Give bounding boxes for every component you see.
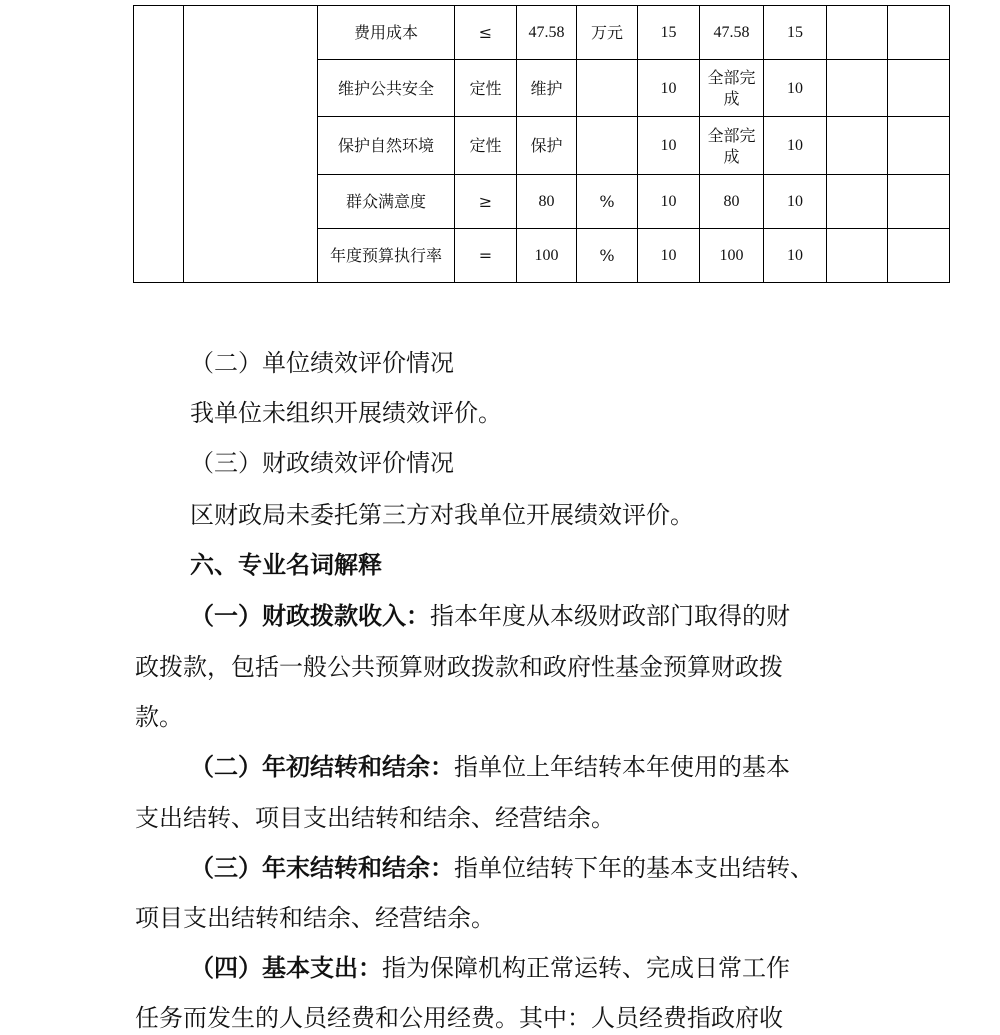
indicator-cell: 年度预算执行率 bbox=[318, 229, 455, 283]
weight-cell: 10 bbox=[638, 60, 700, 117]
target-cell: 维护 bbox=[517, 60, 577, 117]
unit-cell: % bbox=[577, 175, 638, 229]
term-label: （四）基本支出： bbox=[190, 953, 382, 982]
term-text: 指单位结转下年的基本支出结转、 bbox=[454, 854, 814, 882]
indicator-cell: 费用成本 bbox=[318, 6, 455, 60]
glossary-heading: 六、专业名词解释 bbox=[190, 550, 382, 579]
weight-cell: 10 bbox=[638, 117, 700, 175]
term-text: 指单位上年结转本年使用的基本 bbox=[454, 753, 790, 781]
unit-cell bbox=[577, 117, 638, 175]
table-row bbox=[134, 6, 950, 60]
empty-cell bbox=[827, 229, 888, 283]
unit-cell: 万元 bbox=[577, 6, 638, 60]
empty-cell bbox=[888, 229, 950, 283]
unit-evaluation-text: 我单位未组织开展绩效评价。 bbox=[190, 399, 502, 427]
term-paragraph bbox=[190, 853, 950, 883]
term-paragraph bbox=[190, 601, 950, 631]
score-cell: 10 bbox=[764, 60, 827, 117]
operator-cell: 定性 bbox=[455, 60, 517, 117]
unit-cell: % bbox=[577, 229, 638, 283]
term-text-continued: 任务而发生的人员经费和公用经费。其中：人员经费指政府收 bbox=[135, 1004, 783, 1032]
term-text: 指为保障机构正常运转、完成日常工作 bbox=[382, 954, 790, 982]
operator-cell: = bbox=[455, 229, 517, 283]
empty-cell bbox=[888, 117, 950, 175]
actual-cell: 全部完成 bbox=[700, 117, 764, 175]
empty-cell bbox=[827, 117, 888, 175]
actual-cell: 80 bbox=[700, 175, 764, 229]
term-paragraph bbox=[190, 953, 950, 983]
empty-cell bbox=[888, 6, 950, 60]
weight-cell: 10 bbox=[638, 175, 700, 229]
weight-cell: 10 bbox=[638, 229, 700, 283]
target-cell: 80 bbox=[517, 175, 577, 229]
term-paragraph bbox=[190, 752, 950, 782]
section-heading-fiscal-evaluation: （三）财政绩效评价情况 bbox=[190, 449, 454, 477]
unit-cell bbox=[577, 60, 638, 117]
performance-indicator-table bbox=[133, 5, 950, 283]
actual-cell: 全部完成 bbox=[700, 60, 764, 117]
weight-cell: 15 bbox=[638, 6, 700, 60]
indicator-cell: 群众满意度 bbox=[318, 175, 455, 229]
term-label: （二）年初结转和结余： bbox=[190, 752, 454, 781]
empty-cell bbox=[827, 175, 888, 229]
indicator-cell: 维护公共安全 bbox=[318, 60, 455, 117]
term-text-continued: 项目支出结转和结余、经营结余。 bbox=[135, 904, 495, 932]
section-heading-unit-evaluation: （二）单位绩效评价情况 bbox=[190, 349, 454, 377]
merged-category-cell bbox=[134, 6, 184, 283]
indicator-cell: 保护自然环境 bbox=[318, 117, 455, 175]
score-cell: 10 bbox=[764, 117, 827, 175]
term-label: （一）财政拨款收入： bbox=[190, 601, 430, 630]
empty-cell bbox=[827, 60, 888, 117]
term-text-continued: 支出结转、项目支出结转和结余、经营结余。 bbox=[135, 804, 615, 832]
empty-cell bbox=[827, 6, 888, 60]
actual-cell: 100 bbox=[700, 229, 764, 283]
term-text-continued: 政拨款，包括一般公共预算财政拨款和政府性基金预算财政拨 bbox=[135, 653, 783, 681]
score-cell: 10 bbox=[764, 229, 827, 283]
score-cell: 15 bbox=[764, 6, 827, 60]
empty-cell bbox=[888, 175, 950, 229]
score-cell: 10 bbox=[764, 175, 827, 229]
fiscal-evaluation-text: 区财政局未委托第三方对我单位开展绩效评价。 bbox=[190, 501, 694, 529]
operator-cell: 定性 bbox=[455, 117, 517, 175]
operator-cell: ≤ bbox=[455, 6, 517, 60]
actual-cell: 47.58 bbox=[700, 6, 764, 60]
merged-subcategory-cell bbox=[184, 6, 318, 283]
target-cell: 100 bbox=[517, 229, 577, 283]
operator-cell: ≥ bbox=[455, 175, 517, 229]
target-cell: 47.58 bbox=[517, 6, 577, 60]
term-text: 指本年度从本级财政部门取得的财 bbox=[430, 602, 790, 630]
term-text-continued: 款。 bbox=[135, 703, 183, 731]
empty-cell bbox=[888, 60, 950, 117]
target-cell: 保护 bbox=[517, 117, 577, 175]
term-label: （三）年末结转和结余： bbox=[190, 853, 454, 882]
